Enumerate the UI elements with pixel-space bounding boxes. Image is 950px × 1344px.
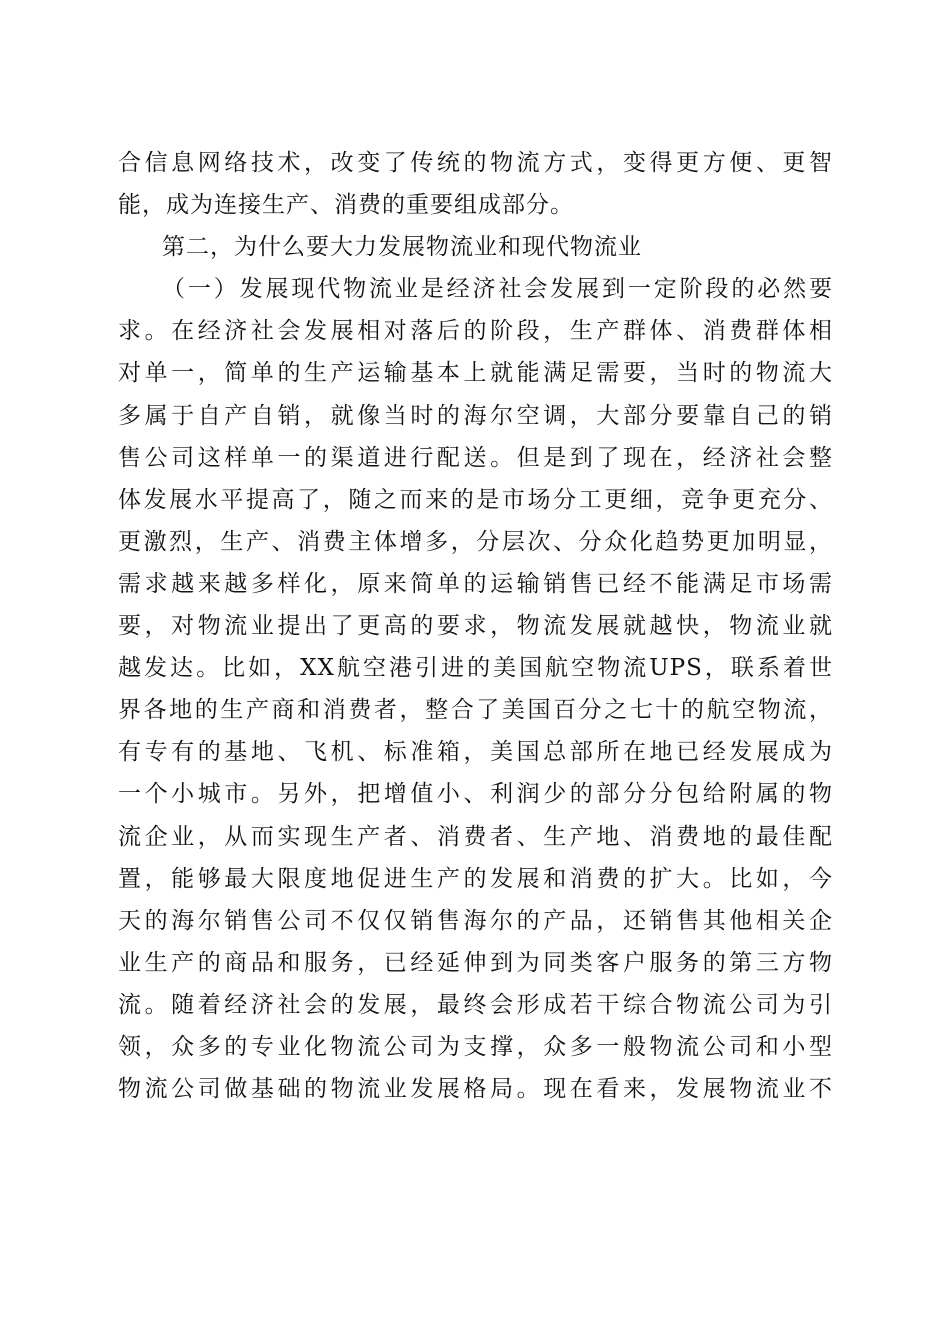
text-line: 能，成为连接生产、消费的重要组成部分。 <box>118 192 574 219</box>
text-line: 一个小城市。另外，把增值小、利润少的部分分包给附属的物 <box>118 781 833 808</box>
text-line: 天的海尔销售公司不仅仅销售海尔的产品，还销售其他相关企 <box>118 907 833 934</box>
subsection-heading: （一）发展现代物流业是经济社会发展到一定阶段的必然要 <box>162 276 833 303</box>
text-line: 体发展水平提高了，随之而来的是市场分工更细，竞争更充分、 <box>118 486 833 513</box>
text-line: 对单一，简单的生产运输基本上就能满足需要，当时的物流大 <box>118 360 833 387</box>
text-line: 要，对物流业提出了更高的要求，物流发展就越快，物流业就 <box>118 613 833 640</box>
text-line: 流。随着经济社会的发展，最终会形成若干综合物流公司为引 <box>118 991 833 1018</box>
text-line: 物流公司做基础的物流业发展格局。现在看来，发展物流业不 <box>118 1076 833 1103</box>
text-line: 合信息网络技术，改变了传统的物流方式，变得更方便、更智 <box>118 150 833 176</box>
text-line: 界各地的生产商和消费者，整合了美国百分之七十的航空物流， <box>118 697 833 724</box>
text-line: 求。在经济社会发展相对落后的阶段，生产群体、消费群体相 <box>118 318 833 345</box>
body-text <box>118 142 833 1110</box>
text-line: 业生产的商品和服务，已经延伸到为同类客户服务的第三方物 <box>118 949 833 976</box>
text-line: 售公司这样单一的渠道进行配送。但是到了现在，经济社会整 <box>118 444 833 471</box>
text-line: 流企业，从而实现生产者、消费者、生产地、消费地的最佳配 <box>118 823 833 850</box>
text-line: 置，能够最大限度地促进生产的发展和消费的扩大。比如，今 <box>118 865 833 892</box>
text-line: 领，众多的专业化物流公司为支撑，众多一般物流公司和小型 <box>118 1033 833 1060</box>
text-line: 有专有的基地、飞机、标准箱，美国总部所在地已经发展成为 <box>118 739 833 766</box>
section-heading: 第二，为什么要大力发展物流业和现代物流业 <box>162 234 642 261</box>
text-line: 需求越来越多样化，原来简单的运输销售已经不能满足市场需 <box>118 570 833 597</box>
text-line: 更激烈，生产、消费主体增多，分层次、分众化趋势更加明显， <box>118 528 833 555</box>
text-line: 越发达。比如，XX航空港引进的美国航空物流UPS，联系着世 <box>118 655 833 682</box>
text-line: 多属于自产自销，就像当时的海尔空调，大部分要靠自己的销 <box>118 402 833 429</box>
